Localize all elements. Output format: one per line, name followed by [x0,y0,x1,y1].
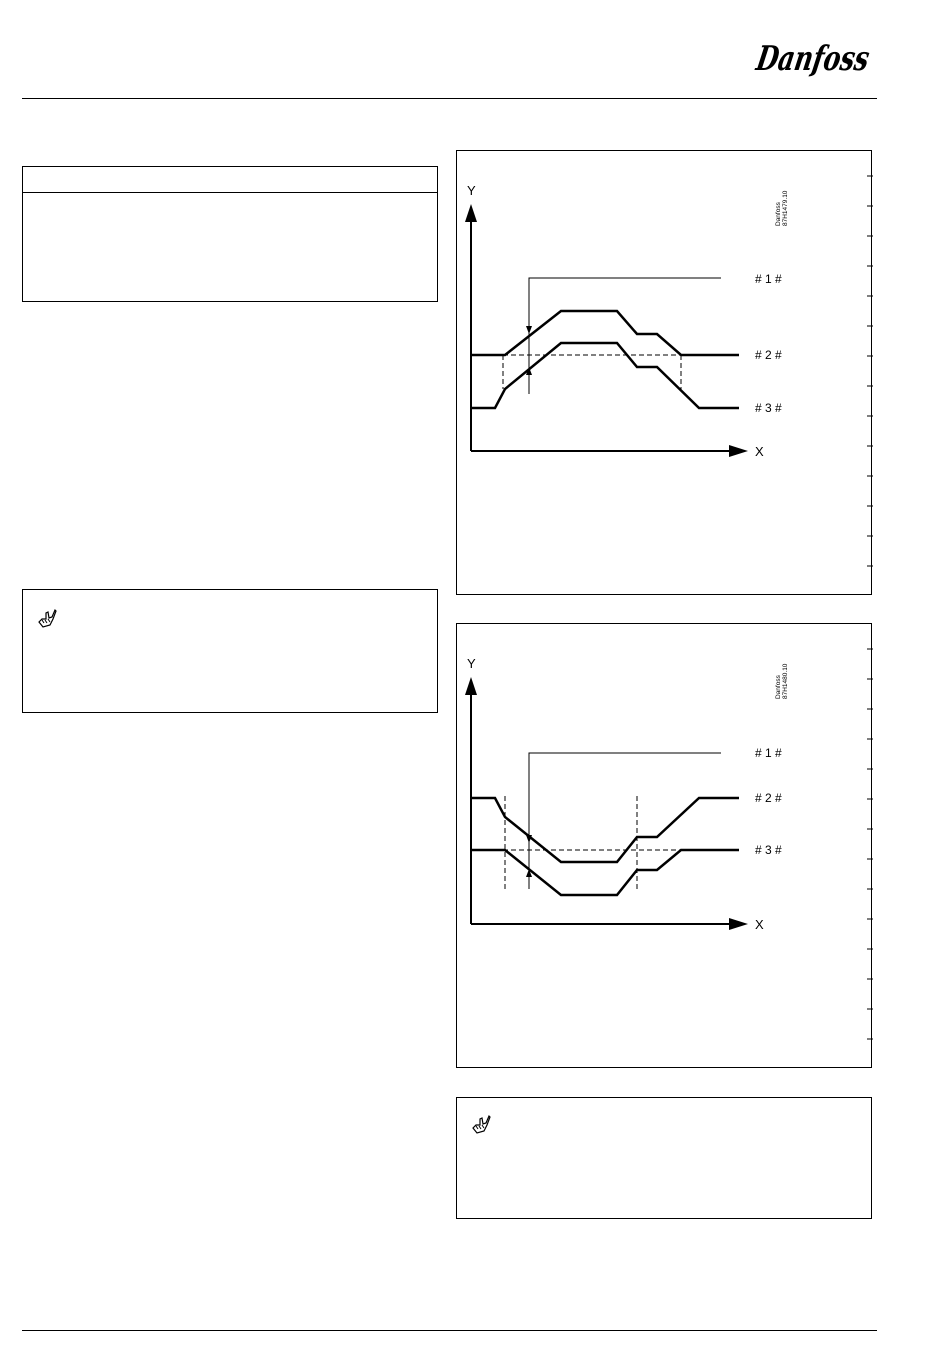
label-2: # 2 # [755,348,782,362]
drawing-ref-line1: Danfoss [775,675,782,699]
logo-text: Danfoss [753,39,913,79]
curve-3 [471,343,739,408]
figure-2-diagram [457,624,873,1069]
x-axis-arrow-icon [729,445,748,457]
curve-2 [471,311,739,355]
drawing-ref-line1: Danfoss [775,202,782,226]
figure-2 [456,623,872,1068]
x-axis-arrow-icon [729,918,748,930]
label-1-leader [529,278,721,394]
table-box [22,166,438,302]
drawing-ref-line2: 87H1479.10 [782,190,789,226]
hand-note-icon [471,1114,493,1136]
curve-3 [471,850,739,895]
y-axis-arrow-icon [465,677,477,695]
note-box-left [22,589,438,713]
label-3: # 3 # [755,401,782,415]
label-1: # 1 # [755,746,782,760]
y-axis-label: Y [467,656,476,671]
figure-1 [456,150,872,595]
x-axis-label: X [755,444,764,459]
hand-note-icon [37,608,59,630]
curve-2 [471,798,739,862]
danfoss-logo [753,30,913,82]
x-axis-label: X [755,917,764,932]
y-axis-arrow-icon [465,204,477,222]
drawing-ref-line2: 87H1480.10 [782,663,789,699]
figure-1-diagram [457,151,873,596]
label-1: # 1 # [755,272,782,286]
header-rule [22,98,877,99]
y-axis-label: Y [467,183,476,198]
label-2: # 2 # [755,791,782,805]
footer-rule [22,1330,877,1331]
table-header-row [23,167,437,193]
offset-arrow-down-icon [526,326,532,334]
note-box-right [456,1097,872,1219]
label-1-leader [529,753,721,889]
label-3: # 3 # [755,843,782,857]
